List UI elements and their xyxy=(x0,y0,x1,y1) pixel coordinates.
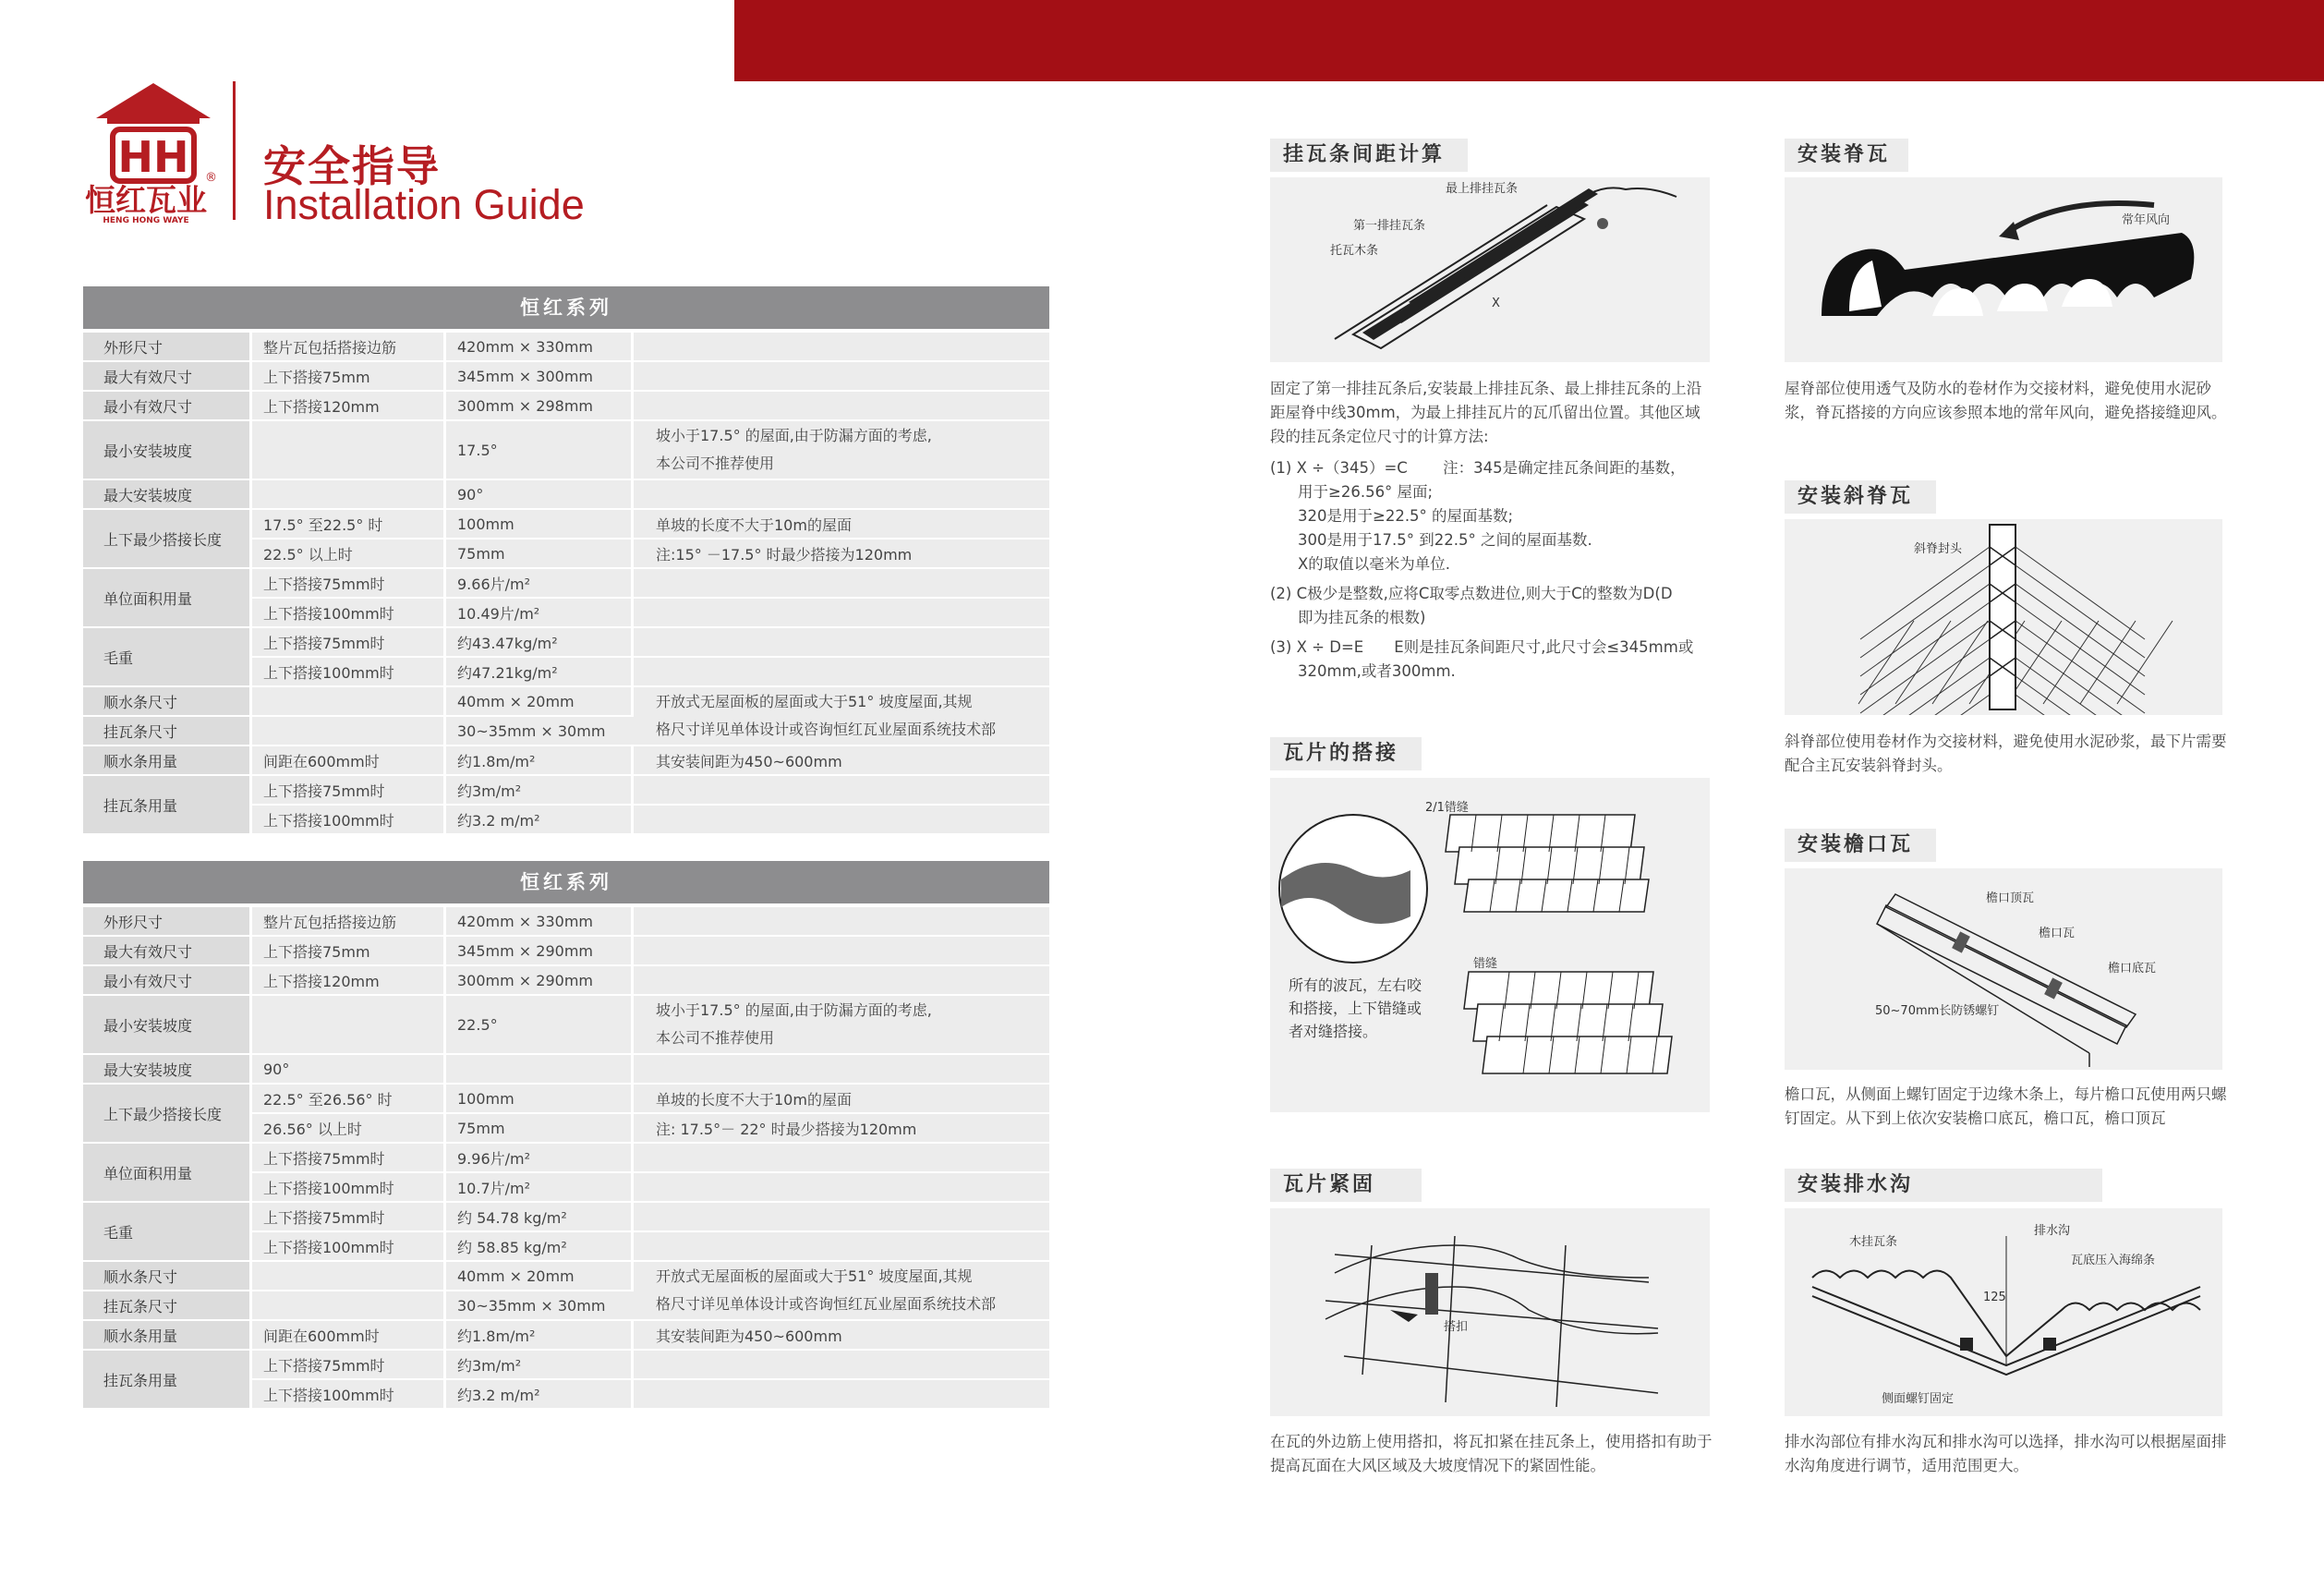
table-row xyxy=(83,966,1049,994)
company-logo xyxy=(79,78,227,225)
row-value: 17.5° xyxy=(446,421,634,479)
row-value: 345mm × 300mm xyxy=(446,362,634,390)
row-cond xyxy=(252,1291,446,1319)
label-hip-end: 斜脊封头 xyxy=(1914,542,1963,556)
row-cond: 上下搭接100mm时 xyxy=(252,1380,446,1408)
label-sponge: 瓦底压入海绵条 xyxy=(2071,1254,2156,1267)
row-label: 最小有效尺寸 xyxy=(83,392,252,419)
row-note xyxy=(634,1380,1049,1408)
table-row xyxy=(83,362,1049,390)
ridge-text: 屋脊部位使用透气及防水的卷材作为交接材料，避免使用水泥砂浆，脊瓦搭接的方向应该参照本地的常年风向，避免搭接缝迎风。 xyxy=(1785,380,2227,421)
row-label: 上下最少搭接长度 xyxy=(83,1085,252,1142)
row-label: 顺水条用量 xyxy=(83,1321,252,1349)
row-value: 40mm × 20mm xyxy=(446,1262,634,1290)
label-eave: 檐口瓦 xyxy=(2039,927,2076,940)
row-cond: 整片瓦包括搭接边筋 xyxy=(252,333,446,360)
row-cond: 上下搭接100mm时 xyxy=(252,658,446,685)
row-value: 100mm xyxy=(446,510,634,538)
label-screw: 50~70mm长防锈螺钉 xyxy=(1875,1004,2000,1018)
row-cond: 22.5° 至26.56° 时 xyxy=(252,1085,446,1112)
row-label: 外形尺寸 xyxy=(83,333,252,360)
row-note xyxy=(634,806,1049,833)
registered-mark: ® xyxy=(205,171,217,185)
row-cond: 上下搭接120mm xyxy=(252,966,446,994)
row-cond: 上下搭接75mm时 xyxy=(252,1351,446,1378)
row-cond: 17.5° 至22.5° 时 xyxy=(252,510,446,538)
label-wind-direction: 常年风向 xyxy=(2122,213,2171,227)
row-note xyxy=(634,776,1049,804)
row-cond: 上下搭接75mm时 xyxy=(252,1144,446,1171)
row-value: 75mm xyxy=(446,539,634,567)
row-value: 约 58.85 kg/m² xyxy=(446,1232,634,1260)
spec-table-header: 恒红系列 xyxy=(83,861,1049,903)
row-cond: 上下搭接100mm时 xyxy=(252,599,446,626)
row-note: 单坡的长度不大于10m的屋面 xyxy=(634,1085,1049,1112)
row-value: 90° xyxy=(446,480,634,508)
row-value: 300mm × 298mm xyxy=(446,392,634,419)
row-value: 约47.21kg/m² xyxy=(446,658,634,685)
label-wood-strip: 托瓦木条 xyxy=(1330,244,1379,258)
section-title-gutter: 安装排水沟 xyxy=(1785,1169,2102,1202)
batten-text: 固定了第一排挂瓦条后,安装最上排挂瓦条、最上排挂瓦条的上沿距屋脊中线30mm，为最上排挂瓦片的瓦爪留出位置。其他区域段的挂瓦条定位尺寸的计算方法: (1) X ÷（345）=C 注：345是确定挂瓦条间距的基数， 用于≥26.56° 屋面; 320是用于≥22.5° 的屋面基数; 300是用于17.5° 到22.5° 之间的屋面基数. X的取值以毫米为单位. (2) C极少是整数,应将C取零点数进位,则大于C的整数为D(D 即为挂瓦条的根数) (3) X ÷ D=E E则是挂瓦条间距尺寸,此尺寸会≤345mm或 320mm,或者300mm. xyxy=(1270,380,1702,680)
row-note xyxy=(634,658,1049,685)
fasten-diagram xyxy=(1270,1208,1710,1416)
row-label: 挂瓦条尺寸 xyxy=(83,1291,252,1319)
row-label: 毛重 xyxy=(83,1203,252,1260)
label-eave-bottom: 檐口底瓦 xyxy=(2108,962,2157,976)
row-value: 约 54.78 kg/m² xyxy=(446,1203,634,1230)
label-gutter: 排水沟 xyxy=(2034,1224,2071,1238)
row-cond: 间距在600mm时 xyxy=(252,746,446,774)
row-note xyxy=(634,1203,1049,1230)
eave-text: 檐口瓦，从侧面上螺钉固定于边缘木条上，每片檐口瓦使用两只螺钉固定。从下到上依次安装檐口底瓦，檐口瓦，檐口顶瓦 xyxy=(1785,1085,2227,1127)
logo-name-en: HENG HONG WAYE xyxy=(103,216,189,225)
row-value: 10.49片/m² xyxy=(446,599,634,626)
row-value: 9.66片/m² xyxy=(446,569,634,597)
row-value: 约3m/m² xyxy=(446,776,634,804)
gutter-text: 排水沟部位有排水沟瓦和排水沟可以选择，排水沟可以根据屋面排水沟角度进行调节，适用范围更大。 xyxy=(1785,1433,2227,1474)
table-row xyxy=(83,746,1049,774)
label-first-batten: 第一排挂瓦条 xyxy=(1353,219,1426,233)
table-row xyxy=(83,333,1049,360)
row-note xyxy=(634,907,1049,935)
row-note xyxy=(634,1055,1049,1083)
row-note xyxy=(634,1144,1049,1171)
row-note: 其安装间距为450~600mm xyxy=(634,1321,1049,1349)
row-value: 40mm × 20mm xyxy=(446,687,634,715)
row-note: 其安装间距为450~600mm xyxy=(634,746,1049,774)
row-label: 最大有效尺寸 xyxy=(83,937,252,964)
row-note xyxy=(634,392,1049,419)
row-value: 约1.8m/m² xyxy=(446,746,634,774)
row-value: 420mm × 330mm xyxy=(446,333,634,360)
row-cond: 整片瓦包括搭接边筋 xyxy=(252,907,446,935)
row-note: 注: 17.5°－ 22° 时最少搭接为120mm xyxy=(634,1114,1049,1142)
section-title-ridge: 安装脊瓦 xyxy=(1785,139,1908,172)
label-wood-batten: 木挂瓦条 xyxy=(1849,1235,1898,1249)
row-label: 外形尺寸 xyxy=(83,907,252,935)
row-note xyxy=(634,1232,1049,1260)
overlap-note-2: 和搭接，上下错缝或 xyxy=(1289,1000,1422,1017)
row-value: 9.96片/m² xyxy=(446,1144,634,1171)
row-cond: 上下搭接75mm时 xyxy=(252,1203,446,1230)
table-row xyxy=(83,628,1049,656)
row-note: 开放式无屋面板的屋面或大于51° 坡度屋面,其规 格尺寸详见单体设计或咨询恒红瓦业屋面系统技术部 xyxy=(634,687,1049,745)
hip-text: 斜脊部位使用卷材作为交接材料，避免使用水泥砂浆，最下片需要配合主瓦安装斜脊封头。 xyxy=(1785,733,2227,774)
table-row xyxy=(83,937,1049,964)
row-note: 开放式无屋面板的屋面或大于51° 坡度屋面,其规 格尺寸详见单体设计或咨询恒红瓦业屋面系统技术部 xyxy=(634,1262,1049,1319)
label-x: X xyxy=(1492,297,1500,310)
label-clip: 搭扣 xyxy=(1444,1320,1469,1334)
row-label: 单位面积用量 xyxy=(83,569,252,626)
table-row xyxy=(83,569,1049,597)
section-title-fasten: 瓦片紧固 xyxy=(1270,1169,1422,1202)
fasten-text: 在瓦的外边筋上使用搭扣，将瓦扣紧在挂瓦条上，使用搭扣有助于提高瓦面在大风区域及大坡度情况下的紧固性能。 xyxy=(1270,1433,1713,1474)
table-row xyxy=(83,1262,1049,1290)
row-cond: 间距在600mm时 xyxy=(252,1321,446,1349)
table-row xyxy=(83,1351,1049,1378)
label-side-screw: 侧面螺钉固定 xyxy=(1882,1392,1955,1406)
row-cond: 上下搭接75mm时 xyxy=(252,628,446,656)
logo-letters: HH xyxy=(117,132,189,182)
page-title-cn: 安全指导 xyxy=(263,141,441,191)
eave-diagram xyxy=(1785,868,2222,1070)
row-note xyxy=(634,599,1049,626)
row-cond: 26.56° 以上时 xyxy=(252,1114,446,1142)
row-label: 单位面积用量 xyxy=(83,1144,252,1201)
gutter-diagram xyxy=(1785,1208,2222,1416)
page-title-en: Installation Guide xyxy=(263,181,585,228)
overlap-note-1: 所有的波瓦，左右咬 xyxy=(1289,976,1422,994)
row-value: 10.7片/m² xyxy=(446,1173,634,1201)
table-row xyxy=(83,392,1049,419)
row-value: 22.5° xyxy=(446,996,634,1053)
row-label: 挂瓦条尺寸 xyxy=(83,717,252,745)
row-label: 毛重 xyxy=(83,628,252,685)
row-value: 30~35mm × 30mm xyxy=(446,717,634,745)
row-cond: 90° xyxy=(252,1055,446,1083)
table-row xyxy=(83,421,1049,479)
table-row xyxy=(83,1203,1049,1230)
row-cond: 上下搭接75mm xyxy=(252,362,446,390)
row-value: 30~35mm × 30mm xyxy=(446,1291,634,1319)
table-row xyxy=(83,1055,1049,1083)
label-stagger: 错缝 xyxy=(1473,957,1498,971)
row-label: 最大安装坡度 xyxy=(83,480,252,508)
logo-divider xyxy=(233,81,236,220)
row-cond xyxy=(252,421,446,479)
row-note xyxy=(634,628,1049,656)
row-value: 345mm × 290mm xyxy=(446,937,634,964)
section-title-eave: 安装檐口瓦 xyxy=(1785,829,1936,862)
row-value: 约43.47kg/m² xyxy=(446,628,634,656)
row-note xyxy=(634,966,1049,994)
table-row xyxy=(83,1085,1049,1112)
label-eave-top: 檐口顶瓦 xyxy=(1986,891,2035,905)
section-title-batten: 挂瓦条间距计算 xyxy=(1270,139,1468,172)
row-note: 注:15° －17.5° 时最少搭接为120mm xyxy=(634,539,1049,567)
table-row xyxy=(83,907,1049,935)
row-value: 约3m/m² xyxy=(446,1351,634,1378)
row-value: 420mm × 330mm xyxy=(446,907,634,935)
row-value: 75mm xyxy=(446,1114,634,1142)
ridge-diagram xyxy=(1785,177,2222,362)
row-label: 挂瓦条用量 xyxy=(83,1351,252,1408)
row-label: 最大有效尺寸 xyxy=(83,362,252,390)
section-title-overlap: 瓦片的搭接 xyxy=(1270,737,1422,770)
row-cond: 上下搭接100mm时 xyxy=(252,1232,446,1260)
row-label: 上下最少搭接长度 xyxy=(83,510,252,567)
row-label: 挂瓦条用量 xyxy=(83,776,252,833)
label-staggered: 2/1错缝 xyxy=(1425,801,1469,815)
spec-table-header: 恒红系列 xyxy=(83,286,1049,329)
row-cond xyxy=(252,996,446,1053)
row-note: 坡小于17.5° 的屋面,由于防漏方面的考虑, 本公司不推荐使用 xyxy=(634,421,1049,479)
row-cond xyxy=(252,480,446,508)
table-row xyxy=(83,480,1049,508)
row-label: 最小安装坡度 xyxy=(83,421,252,479)
row-cond xyxy=(252,687,446,715)
row-cond: 上下搭接120mm xyxy=(252,392,446,419)
row-value: 100mm xyxy=(446,1085,634,1112)
row-note xyxy=(634,1173,1049,1201)
row-value: 约3.2 m/m² xyxy=(446,806,634,833)
table-row xyxy=(83,776,1049,804)
row-cond: 上下搭接100mm时 xyxy=(252,806,446,833)
row-label: 顺水条尺寸 xyxy=(83,1262,252,1290)
label-top-batten: 最上排挂瓦条 xyxy=(1446,182,1519,196)
table-row xyxy=(83,687,1049,715)
logo-name-cn: 恒红瓦业 xyxy=(85,182,207,218)
batten-diagram xyxy=(1270,177,1710,362)
row-note: 单坡的长度不大于10m的屋面 xyxy=(634,510,1049,538)
row-label: 顺水条尺寸 xyxy=(83,687,252,715)
row-label: 最小安装坡度 xyxy=(83,996,252,1053)
row-note: 坡小于17.5° 的屋面,由于防漏方面的考虑, 本公司不推荐使用 xyxy=(634,996,1049,1053)
table-row xyxy=(83,510,1049,538)
overlap-diagram xyxy=(1270,778,1710,1112)
spec-table-2 xyxy=(83,861,1049,1410)
hip-diagram xyxy=(1785,519,2222,715)
row-cond: 上下搭接75mm xyxy=(252,937,446,964)
row-value: 约1.8m/m² xyxy=(446,1321,634,1349)
table-row xyxy=(83,1321,1049,1349)
row-cond xyxy=(252,717,446,745)
row-value: 300mm × 290mm xyxy=(446,966,634,994)
spec-table-1 xyxy=(83,286,1049,835)
row-label: 顺水条用量 xyxy=(83,746,252,774)
row-note xyxy=(634,569,1049,597)
row-note xyxy=(634,362,1049,390)
row-note xyxy=(634,333,1049,360)
overlap-note-3: 者对缝搭接。 xyxy=(1289,1023,1378,1040)
row-value xyxy=(446,1055,634,1083)
row-cond: 22.5° 以上时 xyxy=(252,539,446,567)
row-note xyxy=(634,480,1049,508)
row-value: 约3.2 m/m² xyxy=(446,1380,634,1408)
table-row xyxy=(83,1144,1049,1171)
row-label: 最大安装坡度 xyxy=(83,1055,252,1083)
row-cond: 上下搭接75mm时 xyxy=(252,569,446,597)
section-title-hip: 安装斜脊瓦 xyxy=(1785,480,1936,514)
top-accent-bar xyxy=(734,0,2324,81)
row-cond: 上下搭接100mm时 xyxy=(252,1173,446,1201)
label-125: 125 xyxy=(1983,1291,2006,1304)
row-label: 最小有效尺寸 xyxy=(83,966,252,994)
table-row xyxy=(83,996,1049,1053)
row-cond: 上下搭接75mm时 xyxy=(252,776,446,804)
row-cond xyxy=(252,1262,446,1290)
row-note xyxy=(634,937,1049,964)
row-note xyxy=(634,1351,1049,1378)
